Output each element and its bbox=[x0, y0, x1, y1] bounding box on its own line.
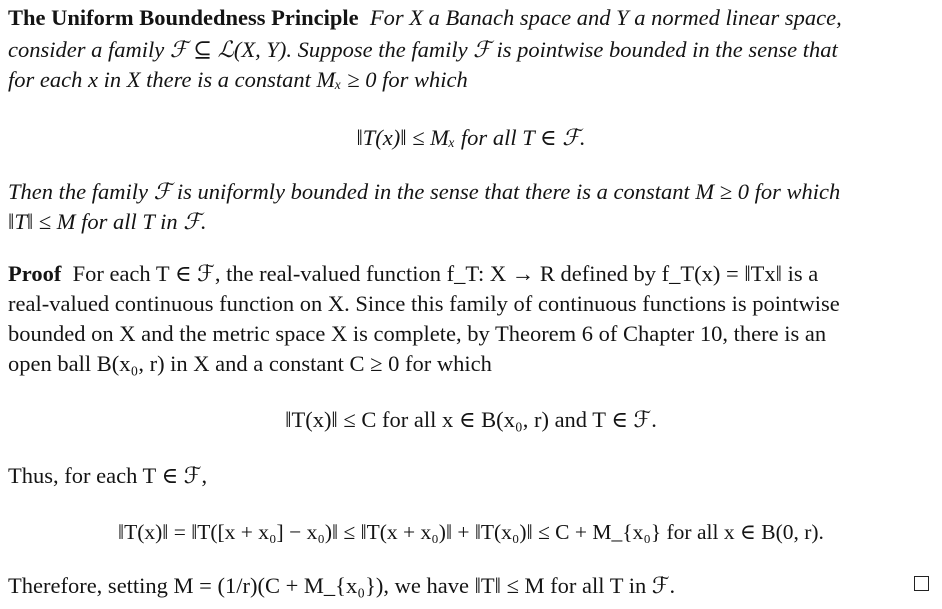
qed-square-icon bbox=[914, 576, 929, 591]
proof-text-4: open ball B(x₀, r) in X and a constant C ≥ 0 for which bbox=[8, 351, 492, 376]
theorem-conclusion-2: ‖T‖ ≤ M for all T in ℱ. bbox=[8, 209, 207, 234]
theorem-title: The Uniform Boundedness Principle bbox=[8, 5, 359, 30]
proof-text-2: real-valued continuous function on X. Since this family of continuous functions is pointwise bbox=[8, 291, 840, 316]
proof-label: Proof bbox=[8, 261, 62, 286]
proof-text-1: For each T ∈ ℱ, the real-valued function f_T: X → R defined by f_T(x) = ‖Tx‖ is a bbox=[72, 261, 819, 286]
proof-line-1 bbox=[8, 260, 818, 288]
proof-text-3: bounded on X and the metric space X is complete, by Theorem 6 of Chapter 10, there is an bbox=[8, 321, 827, 346]
theorem-line-1 bbox=[8, 4, 842, 32]
display-bound: ‖T(x)‖ ≤ C for all x ∈ B(x₀, r) and T ∈ ℱ. bbox=[285, 407, 657, 432]
final-line: Therefore, setting M = (1/r)(C + M_{x₀}), we have ‖T‖ ≤ M for all T in ℱ. bbox=[8, 573, 676, 598]
theorem-statement-3: for each x in X there is a constant Mₓ ≥ 0 for which bbox=[8, 67, 468, 92]
display-hypothesis: ‖T(x)‖ ≤ Mₓ for all T ∈ ℱ. bbox=[356, 125, 586, 150]
theorem-statement-1: For X a Banach space and Y a normed linear space, bbox=[369, 5, 842, 30]
thus-line: Thus, for each T ∈ ℱ, bbox=[8, 463, 208, 488]
theorem-statement-2: consider a family ℱ ⊆ ℒ(X, Y). Suppose the family ℱ is pointwise bounded in the sense that bbox=[8, 37, 838, 62]
theorem-conclusion-1: Then the family ℱ is uniformly bounded in the sense that there is a constant M ≥ 0 for which bbox=[8, 179, 841, 204]
display-estimate: ‖T(x)‖ = ‖T([x + x₀] − x₀)‖ ≤ ‖T(x + x₀)‖ + ‖T(x₀)‖ ≤ C + M_{x₀} for all x ∈ B(0, r). bbox=[118, 520, 824, 544]
